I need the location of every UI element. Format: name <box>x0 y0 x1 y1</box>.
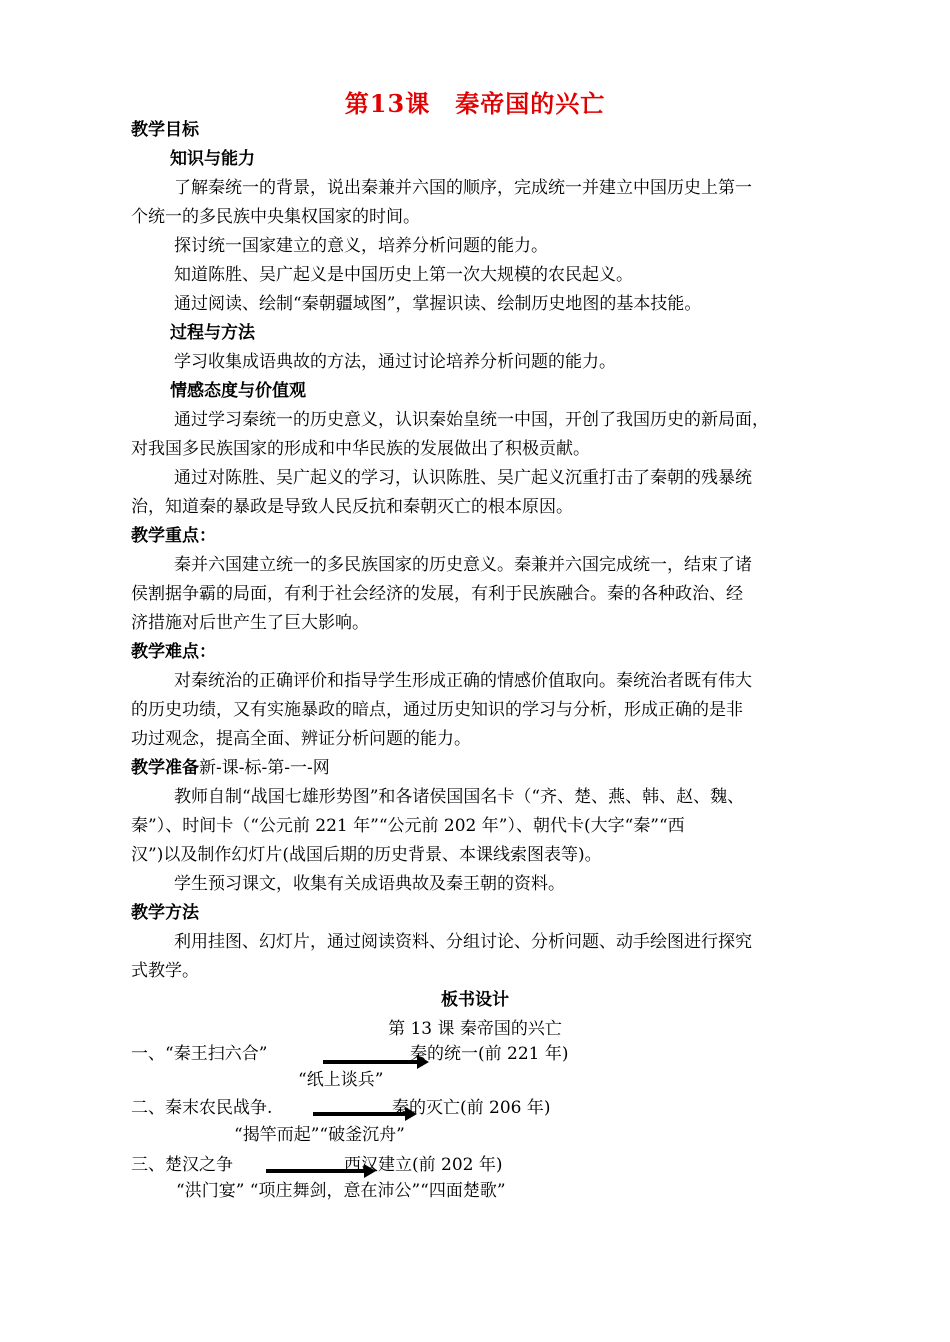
methods-line-2: 式教学。 <box>131 961 199 981</box>
key-points-line-2: 侯割据争霸的局面，有利于社会经济的发展，有利于民族融合。秦的各种政治、经 <box>131 584 743 604</box>
board-row-3-right: 西汉建立(前 202 年) <box>344 1155 503 1175</box>
methods-line-1: 利用挂图、幻灯片，通过阅读资料、分组讨论、分析问题、动手绘图进行探究 <box>174 932 752 952</box>
emotion-paragraph-1-line-1: 通过学习秦统一的历史意义，认识秦始皇统一中国，开创了我国历史的新局面， <box>174 410 769 430</box>
preparation-heading-line <box>131 754 330 783</box>
lesson-title: 第13课 秦帝国的兴亡 <box>344 89 606 118</box>
knowledge-paragraph-4: 通过阅读、绘制“秦朝疆域图”，掌握识读、绘制历史地图的基本技能。 <box>174 294 702 314</box>
knowledge-heading: 知识与能力 <box>170 149 255 169</box>
methods-heading: 教学方法 <box>131 903 199 923</box>
board-row-1-left: 一、“秦王扫六合” <box>131 1044 268 1064</box>
preparation-heading: 教学准备 <box>131 758 199 778</box>
preparation-line-2: 秦”）、时间卡（“公元前 221 年”“公元前 202 年”）、朝代卡(大字“秦”“西 <box>131 816 685 836</box>
emotion-paragraph-2-line-2: 治，知道秦的暴政是导致人民反抗和秦朝灭亡的根本原因。 <box>131 497 573 517</box>
difficulties-line-1: 对秦统治的正确评价和指导学生形成正确的情感价值取向。秦统治者既有伟大 <box>174 671 752 691</box>
emotion-paragraph-1-line-2: 对我国多民族国家的形成和中华民族的发展做出了积极贡献。 <box>131 439 590 459</box>
preparation-line-1: 教师自制“战国七雄形势图”和各诸侯国国名卡（“齐、楚、燕、韩、赵、魏、 <box>174 787 745 807</box>
board-row-2-left: 二、秦末农民战争. <box>131 1098 273 1118</box>
difficulties-line-2: 的历史功绩，又有实施暴政的暗点，通过历史知识的学习与分析，形成正确的是非 <box>131 700 743 720</box>
key-points-heading: 教学重点： <box>131 526 216 546</box>
process-heading: 过程与方法 <box>170 323 255 343</box>
board-row-1-idiom: “纸上谈兵” <box>298 1070 384 1090</box>
emotion-heading: 情感态度与价值观 <box>170 381 306 401</box>
knowledge-paragraph-3: 知道陈胜、吴广起义是中国历史上第一次大规模的农民起义。 <box>174 265 633 285</box>
board-row-2-right: 秦的灭亡(前 206 年) <box>392 1098 551 1118</box>
knowledge-paragraph-2: 探讨统一国家建立的意义，培养分析问题的能力。 <box>174 236 548 256</box>
difficulties-line-3: 功过观念，提高全面、辨证分析问题的能力。 <box>131 729 471 749</box>
preparation-line-3: 汉”)以及制作幻灯片(战国后期的历史背景、本课线索图表等)。 <box>131 845 602 865</box>
key-points-line-3: 济措施对后世产生了巨大影响。 <box>131 613 369 633</box>
board-subtitle: 第 13 课 秦帝国的兴亡 <box>388 1019 562 1039</box>
board-row-3-left: 三、楚汉之争 <box>131 1155 233 1175</box>
preparation-line-4: 学生预习课文，收集有关成语典故及秦王朝的资料。 <box>174 874 565 894</box>
board-row-3-idiom: “洪门宴” “项庄舞剑，意在沛公”“四面楚歌” <box>176 1181 506 1201</box>
emotion-paragraph-2-line-1: 通过对陈胜、吴广起义的学习，认识陈胜、吴广起义沉重打击了秦朝的残暴统 <box>174 468 752 488</box>
board-row-1-right: 秦的统一(前 221 年) <box>410 1044 569 1064</box>
objectives-heading: 教学目标 <box>131 120 199 140</box>
knowledge-paragraph-1-line-1: 了解秦统一的背景，说出秦兼并六国的顺序，完成统一并建立中国历史上第一 <box>174 178 752 198</box>
difficulties-heading: 教学难点： <box>131 642 216 662</box>
board-row-2-idiom: “揭竿而起”“破釜沉舟” <box>234 1125 405 1145</box>
process-paragraph: 学习收集成语典故的方法，通过讨论培养分析问题的能力。 <box>174 352 616 372</box>
knowledge-paragraph-1-line-2: 个统一的多民族中央集权国家的时间。 <box>131 207 420 227</box>
board-heading: 板书设计 <box>441 990 509 1010</box>
preparation-watermark-text: 新-课-标-第-一-网 <box>199 758 330 778</box>
key-points-line-1: 秦并六国建立统一的多民族国家的历史意义。秦兼并六国完成统一，结束了诸 <box>174 555 752 575</box>
